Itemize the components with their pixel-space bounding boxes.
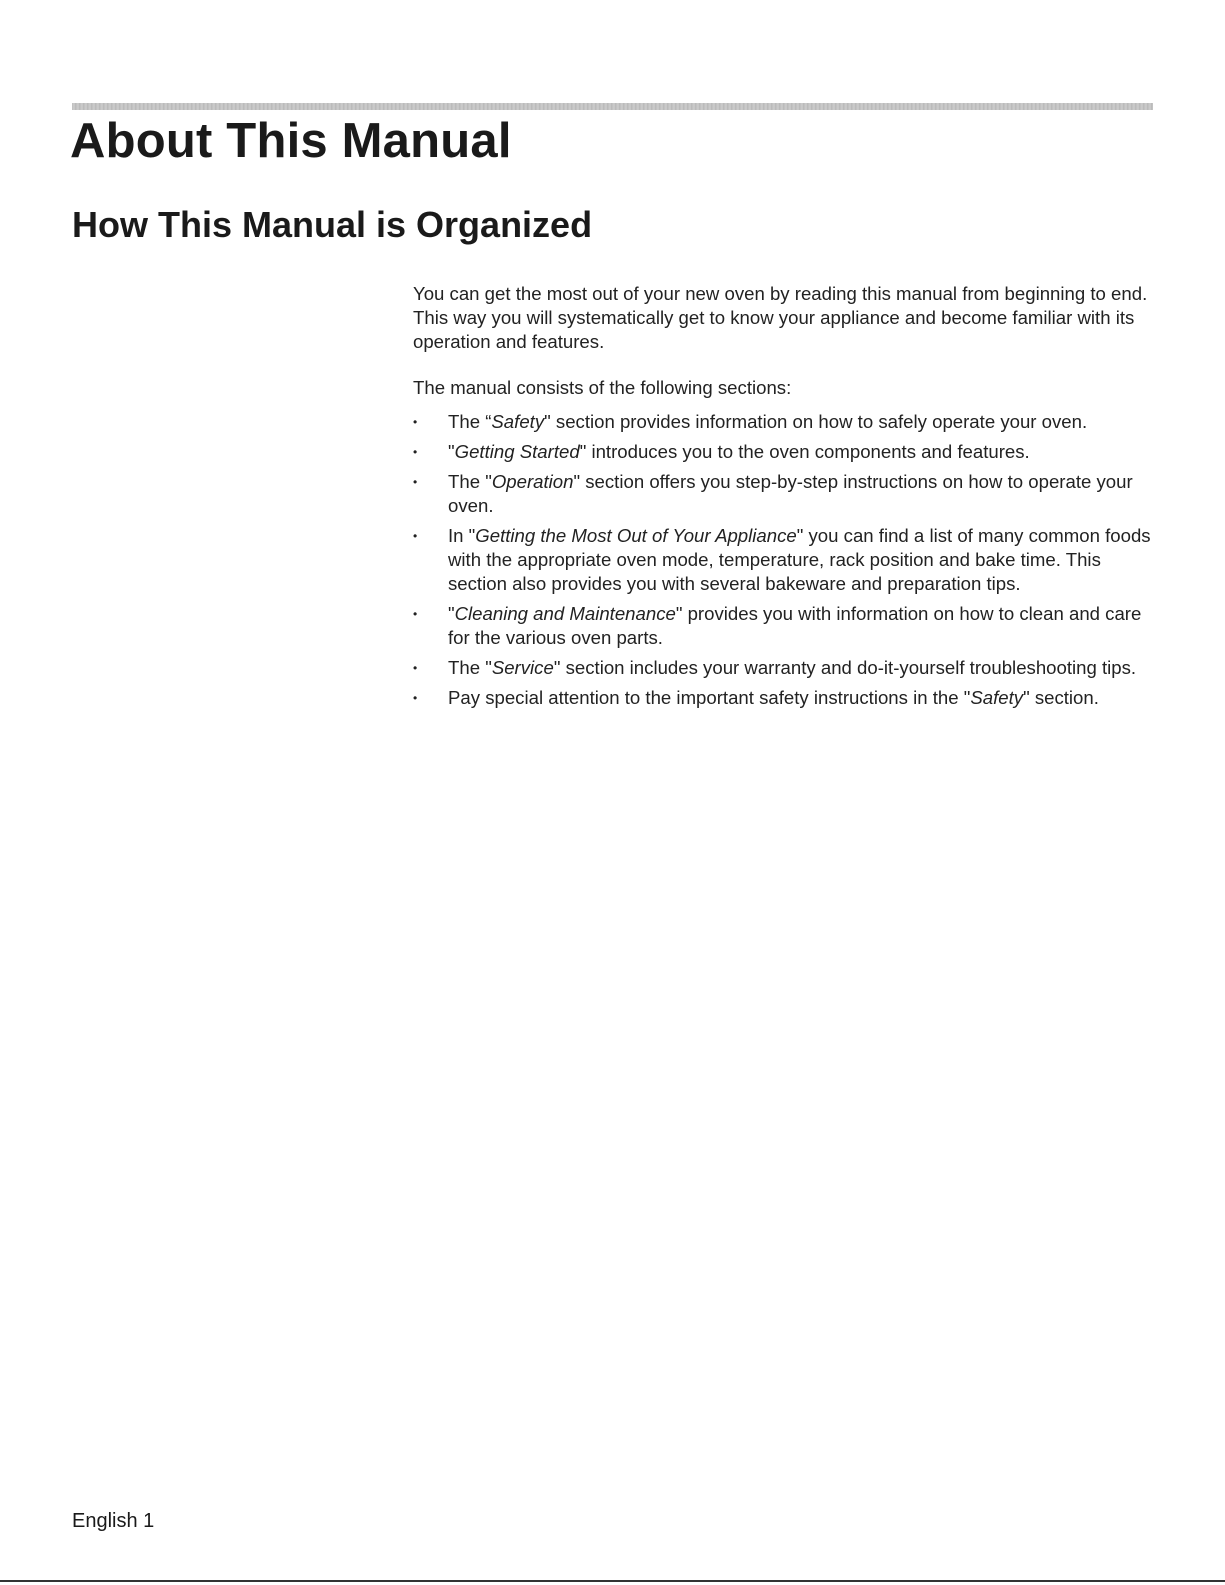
bullet-icon: • [413,445,418,459]
page-title: About This Manual [70,114,512,168]
list-item: • The "Service" section includes your warranty and do-it-yourself troubleshooting tips. [413,657,1137,678]
sections-lead: The manual consists of the following sections: [413,377,792,398]
bullet-icon: • [413,661,418,675]
intro-paragraph: You can get the most out of your new oven by reading this manual from beginning to end. This way you will systematically get to know your appliance and become familiar with its operation and features. [413,283,1148,352]
page-footer: English 1 [72,1510,155,1532]
body-content [413,282,1153,716]
bullet-icon: • [413,475,418,489]
list-item: • "Cleaning and Maintenance" provides you with information on how to clean and care for the various oven parts. [413,603,1142,648]
list-item: • "Getting Started" introduces you to the oven components and features. [413,441,1030,462]
list-item: • Pay special attention to the important safety instructions in the "Safety" section. [413,687,1099,708]
header-rule [72,103,1153,110]
sections-list [413,410,1153,710]
list-item: • The "Operation" section offers you step-by-step instructions on how to operate your oven. [413,471,1133,516]
bullet-icon: • [413,691,418,705]
bullet-icon: • [413,415,418,429]
footer-rule [0,1580,1225,1582]
bullet-icon: • [413,607,418,621]
section-heading: How This Manual is Organized [72,204,593,245]
list-item: • In "Getting the Most Out of Your Appliance" you can find a list of many common foods with the appropriate oven mode, temperature, rack position and bake time. This section also provides you with several bakeware and preparation tips. [413,525,1151,594]
list-item: • The “Safety" section provides information on how to safely operate your oven. [413,411,1088,432]
bullet-icon: • [413,529,418,543]
